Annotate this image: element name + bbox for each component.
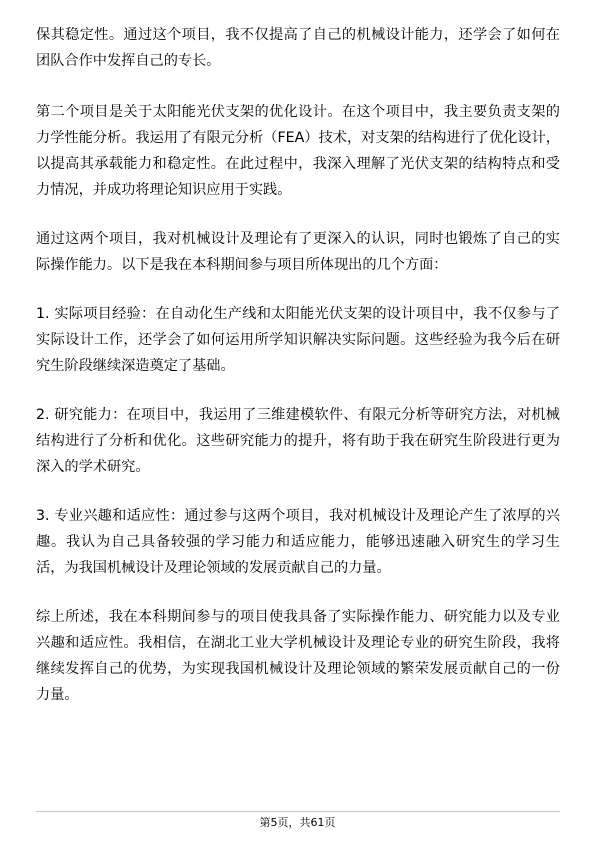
footer-divider — [36, 811, 560, 812]
list-item-research-ability: 2. 研究能力：在项目中，我运用了三维建模软件、有限元分析等研究方法，对机械结构进行了分析和优化。这些研究能力的提升，将有助于我在研究生阶段进行更为深入的学术研究。 — [36, 407, 560, 475]
paragraph-continued: 保其稳定性。通过这个项目，我不仅提高了自己的机械设计能力，还学会了如何在团队合作中发挥自己的专长。 — [36, 27, 560, 69]
paragraph-second-project: 第二个项目是关于太阳能光伏支架的优化设计。在这个项目中，我主要负责支架的力学性能分析。我运用了有限元分析（FEA）技术，对支架的结构进行了优化设计，以提高其承载能力和稳定性。在此过程中，我深入理解了光伏支架的结构特点和受力情况，并成功将理论知识应用于实践。 — [36, 104, 560, 198]
list-item-project-experience: 1. 实际项目经验：在自动化生产线和太阳能光伏支架的设计项目中，我不仅参与了实际设计工作，还学会了如何运用所学知识解决实际问题。这些经验为我今后在研究生阶段继续深造奠定了基础。 — [36, 306, 560, 374]
page-number: 第5页，共61页 — [259, 816, 336, 829]
document-body — [36, 22, 560, 731]
paragraph-summary-intro: 通过这两个项目，我对机械设计及理论有了更深入的认识，同时也锻炼了自己的实际操作能力。以下是我在本科期间参与项目所体现出的几个方面： — [36, 231, 560, 273]
list-item-interest-adaptability: 3. 专业兴趣和适应性：通过参与这两个项目，我对机械设计及理论产生了浓厚的兴趣。我认为自己具备较强的学习能力和适应能力，能够迅速融入研究生的学习生活，为我国机械设计及理论领域的发展贡献自己的力量。 — [36, 508, 560, 576]
paragraph-conclusion: 综上所述，我在本科期间参与的项目使我具备了实际操作能力、研究能力以及专业兴趣和适应性。我相信，在湖北工业大学机械设计及理论专业的研究生阶段，我将继续发挥自己的优势，为实现我国机械设计及理论领域的繁荣发展贡献自己的一份力量。 — [36, 609, 560, 703]
